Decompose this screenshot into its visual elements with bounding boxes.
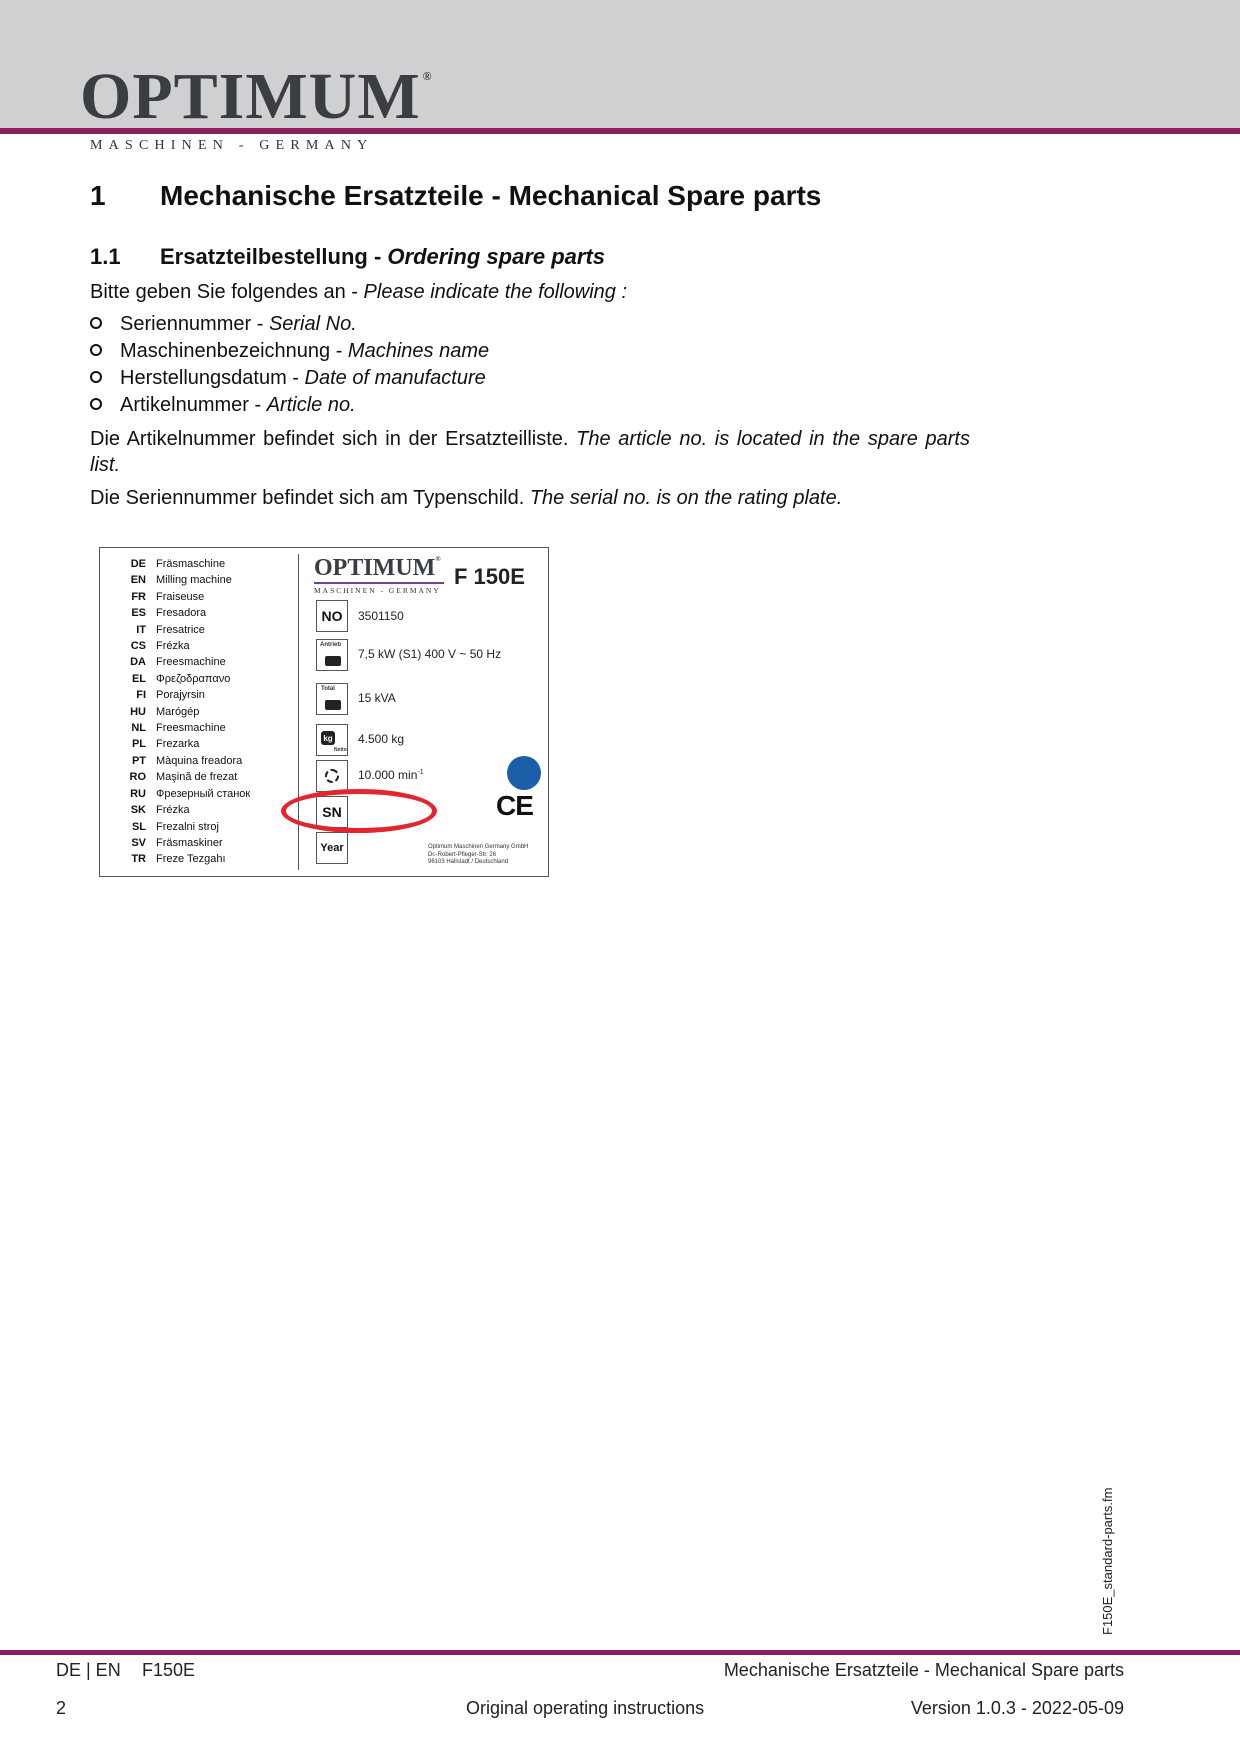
language-machine-name: Fresadora [156, 607, 207, 620]
language-code: SV [131, 836, 146, 849]
section-heading: 1 Mechanische Ersatzteile - Mechanical Spare parts [90, 180, 822, 211]
plate-model: F 150E [454, 564, 525, 589]
intro-text: Bitte geben Sie folgendes an - Please indicate the following : [90, 281, 628, 303]
language-row [118, 736, 250, 752]
language-code: DE [130, 558, 146, 570]
total-power-icon: Total [316, 683, 348, 715]
speed-value: 10.000 $\min^{-1}$ [358, 768, 424, 782]
language-machine-name: Frézka [156, 640, 190, 653]
language-code: DA [130, 656, 146, 669]
language-row [118, 654, 250, 670]
language-row [118, 769, 250, 785]
total-value: 15 kVA [358, 691, 396, 705]
language-code: PT [131, 754, 146, 767]
source-filename: F150E_standard-parts.fm [1100, 1487, 1115, 1635]
language-code: IT [136, 623, 146, 636]
language-machine-name: Frezalni stroj [156, 820, 219, 833]
footer-version: Version 1.0.3 - 2022-05-09 [910, 1698, 1124, 1718]
subsection-heading: 1.1 Ersatzteilbestellung - Ordering spare parts [90, 244, 606, 269]
language-row [118, 605, 250, 621]
language-code: FR [131, 590, 146, 603]
brand-logo: OPTIMUM ® [80, 60, 433, 133]
language-code: PL [131, 738, 146, 751]
serial-no-paragraph: Die Seriennummer befindet sich am Typenschild. The serial no. is on the rating plate. [90, 487, 843, 509]
drive-value: 7,5 kW (S1) 400 V ~ 50 Hz [358, 647, 502, 661]
language-machine-name: Fraiseuse [156, 590, 205, 603]
language-machine-name: Fräsmaskiner [156, 836, 223, 849]
language-code: RU [130, 787, 146, 800]
plate-logo-rule [314, 582, 444, 584]
weight-value: 4.500 kg [358, 732, 405, 746]
language-row [118, 786, 250, 802]
language-row [118, 802, 250, 818]
language-machine-name: Freze Tezgahı [156, 853, 226, 866]
language-machine-name: Milling machine [156, 574, 232, 587]
language-machine-name: Fresatrice [156, 623, 205, 636]
language-row [118, 589, 250, 605]
language-machine-name: Frézka [156, 804, 190, 817]
language-machine-name: Freesmachine [156, 722, 226, 735]
footer-document: Original operating instructions [466, 1698, 705, 1718]
language-machine-name: Fräsmaschine [156, 558, 226, 570]
weight-icon: kg Netto [316, 724, 348, 756]
bullet-icon [90, 371, 102, 383]
language-row [118, 622, 250, 638]
manufacturer-address: Optimum Maschinen Germany GmbH Dr.-Robert-Pfleger-Str. 26 96103 Hallstadt / Deutschland [428, 844, 529, 865]
language-machine-name: Frezarka [156, 738, 200, 751]
bullet-icon [90, 398, 102, 410]
footer-language: DE | EN [56, 1660, 121, 1680]
language-row [118, 671, 250, 687]
language-code: SK [130, 804, 146, 817]
language-row [118, 704, 250, 720]
language-row [118, 851, 250, 867]
list-item: Herstellungsdatum - Date of manufacture [90, 365, 486, 392]
footer-model: F150E [142, 1660, 196, 1680]
speed-icon [316, 760, 348, 792]
bullet-icon [90, 344, 102, 356]
language-code: HU [130, 705, 146, 718]
ce-mark-icon: CE [496, 790, 533, 821]
language-row [118, 638, 250, 654]
language-code: FI [136, 689, 146, 702]
language-row [118, 556, 250, 572]
language-code: ES [131, 607, 146, 620]
language-machine-name: Porajyrsin [156, 689, 205, 702]
language-machine-name: Marógép [156, 705, 200, 718]
plate-logo: OPTIMUM® [314, 555, 441, 581]
bullet-icon [90, 317, 102, 329]
language-code: EL [131, 672, 146, 685]
brand-subtitle: MASCHINEN - GERMANY [90, 138, 374, 153]
language-row [118, 687, 250, 703]
language-row [118, 753, 250, 769]
language-code: SL [131, 820, 146, 833]
list-item: Seriennummer - Serial No. [90, 311, 357, 338]
serial-number-highlight [281, 789, 437, 833]
rating-plate [99, 547, 549, 877]
language-machine-name: Maşină de frezat [156, 771, 238, 784]
list-item: Artikelnummer - Article no. [90, 392, 356, 419]
language-code: CS [130, 640, 146, 653]
language-machine-name: Φρεζοδραπανο [156, 672, 231, 685]
language-row [118, 819, 250, 835]
language-row [118, 572, 250, 588]
language-machine-name: Màquina freadora [156, 754, 243, 767]
footer-title: Mechanische Ersatzteile - Mechanical Spare parts [723, 1660, 1124, 1680]
read-manual-icon [507, 756, 541, 790]
article-no-paragraph: Die Artikelnummer befindet sich in der Ersatzteilliste. The article no. is located in the spare parts list. [90, 428, 970, 476]
language-code: EN [130, 574, 146, 587]
language-machine-name: Фрезерный станок [156, 787, 251, 800]
language-row [118, 720, 250, 736]
language-code: RO [129, 771, 146, 784]
plate-logo-subtitle: MASCHINEN - GERMANY [314, 586, 441, 595]
no-label-box: NO [316, 600, 348, 632]
language-code: NL [131, 722, 146, 735]
language-code: TR [131, 853, 146, 866]
serial-number-label: SN [316, 796, 348, 828]
page-number: 2 [56, 1698, 67, 1718]
language-row [118, 835, 250, 851]
year-label: Year [316, 832, 348, 864]
motor-icon: Antrieb [316, 639, 348, 671]
list-item: Maschinenbezeichnung - Machines name [90, 338, 489, 365]
footer-rule [0, 1650, 1240, 1655]
language-list [118, 556, 250, 868]
article-number-value: 3501150 [358, 609, 404, 623]
language-machine-name: Freesmachine [156, 656, 226, 669]
